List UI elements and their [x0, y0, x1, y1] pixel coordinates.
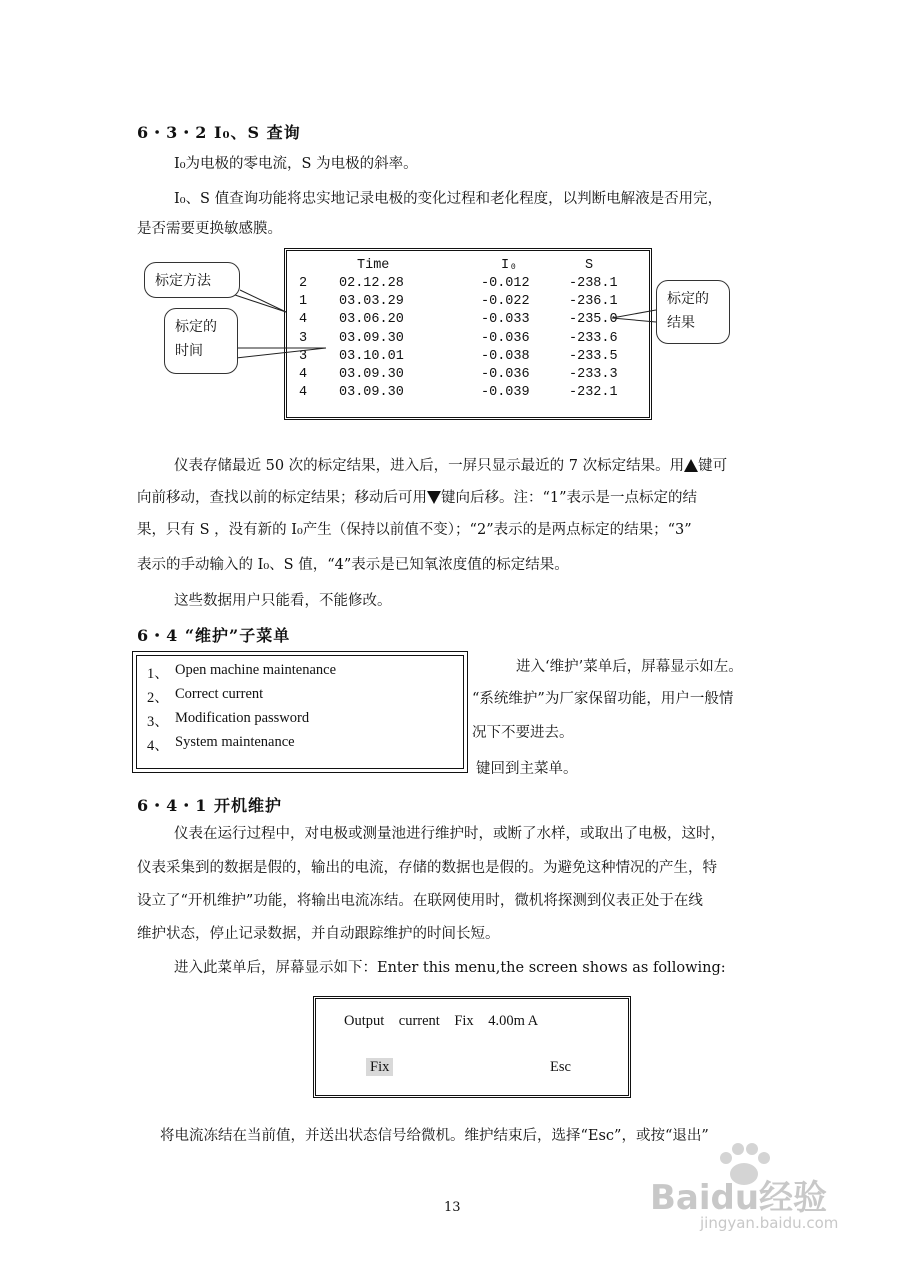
callout-result-l2: 结果 — [667, 315, 695, 331]
callout-time-l2: 时间 — [175, 343, 203, 359]
menu-item-number: 1、 — [147, 666, 169, 682]
section-641-l2: 仪表采集到的数据是假的，输出的电流，存储的数据也是假的。为避免这种情况的产生，特 — [137, 860, 717, 876]
menu-item-label[interactable]: System maintenance — [175, 734, 295, 750]
menu-item-label[interactable]: Correct current — [175, 686, 264, 702]
calib-cell-i0: -0.012 — [481, 276, 530, 291]
menu-item-number: 4、 — [147, 738, 169, 754]
calib-cell-time: 02.12.28 — [339, 276, 404, 291]
calib-cell-method: 3 — [299, 330, 308, 346]
section-632-p2-l2: 是否需要更换敏感膜。 — [137, 221, 282, 237]
storage-line-2 — [137, 490, 697, 506]
callout-result — [656, 280, 730, 344]
section-632-p2-l1: I₀、S 值查询功能将忠实地记录电极的变化过程和老化程度，以判断电解液是否用完， — [174, 191, 723, 207]
calib-cell-method: 4 — [299, 385, 308, 401]
esc-button[interactable]: Esc — [550, 1059, 571, 1075]
calib-cell-i0: -0.038 — [481, 348, 530, 364]
callout-method-text: 标定方法 — [155, 273, 211, 289]
storage-line-3: 果，只有 S ，没有新的 I₀产生（保持以前值不变）；“2”表示的是两点标定的结果；“3” — [137, 522, 692, 538]
watermark-brand: Baidu经验 — [650, 1178, 828, 1218]
menu-item-label[interactable]: Open machine maintenance — [175, 662, 337, 678]
calib-cell-i0: -0.033 — [481, 312, 530, 328]
menu-item-number: 2、 — [147, 690, 169, 706]
calib-cell-time: 03.06.20 — [339, 312, 404, 328]
calib-cell-method: 1 — [299, 294, 308, 310]
calib-cell-s: -236.1 — [569, 294, 618, 310]
calib-cell-i0: -0.036 — [481, 330, 530, 346]
calib-cell-i0: -0.022 — [481, 294, 530, 310]
section-64-side-l3: 况下不要进去。 — [472, 725, 574, 741]
current-value: 4.00m A — [488, 1013, 539, 1029]
section-64-side-l1: 进入‘维护’菜单后，屏幕显示如左。 — [516, 659, 743, 675]
storage-line-4: 表示的手动输入的 I₀、S 值，“4”表示是已知氧浓度值的标定结果。 — [137, 557, 569, 573]
output-label: Output — [344, 1013, 385, 1029]
section-641-heading: 6・4・1 开机维护 — [137, 796, 282, 815]
section-641-l3: 设立了“开机维护”功能，将输出电流冻结。在联网使用时，微机将探测到仪表正处于在线 — [137, 893, 703, 909]
section-64-heading: 6・4 “维护”子菜单 — [137, 626, 291, 645]
watermark-url: jingyan.baidu.com — [700, 1214, 839, 1232]
calib-cell-s: -233.5 — [569, 348, 618, 364]
col-header-s: S — [585, 258, 594, 273]
col-header-i0: I₀ — [501, 258, 518, 273]
calib-cell-i0: -0.036 — [481, 367, 530, 382]
storage-line-2b: 键向后移。注：“1”表示是一点标定的结 — [441, 490, 698, 506]
output-current-line — [344, 1013, 538, 1030]
up-triangle-icon — [684, 459, 698, 472]
result-connector-2 — [612, 318, 656, 322]
maintenance-menu-screen — [136, 655, 464, 769]
storage-line-2a: 向前移动，查找以前的标定结果；移动后可用 — [137, 490, 427, 506]
calib-cell-time: 03.10.01 — [339, 348, 404, 364]
section-64-side-l4: 键回到主菜单。 — [476, 761, 578, 777]
col-header-time: Time — [357, 258, 390, 273]
menu-item-label[interactable]: Modification password — [175, 710, 310, 726]
menu-item-number: 3、 — [147, 714, 169, 730]
method-connector — [240, 290, 286, 312]
calib-cell-i0: -0.039 — [481, 385, 530, 401]
calib-cell-s: -233.3 — [569, 367, 618, 382]
storage-line-5: 这些数据用户只能看，不能修改。 — [174, 593, 392, 609]
callout-time-l1: 标定的 — [175, 319, 217, 335]
calib-cell-s: -238.1 — [569, 276, 618, 291]
closing-line: 将电流冻结在当前值，并送出状态信号给微机。维护结束后，选择“Esc”，或按“退出” — [160, 1128, 709, 1144]
storage-line-1b: 键可 — [698, 458, 728, 474]
section-632-p1: I₀为电极的零电流，S 为电极的斜率。 — [174, 156, 418, 172]
callout-connectors — [0, 0, 905, 430]
page-number: 13 — [444, 1200, 461, 1215]
calib-cell-method: 3 — [299, 348, 308, 364]
calib-cell-method: 4 — [299, 367, 308, 382]
down-triangle-icon — [427, 491, 441, 504]
output-current-screen — [313, 996, 631, 1098]
section-632-heading: 6・3・2 I₀、S 查询 — [137, 123, 301, 142]
calib-cell-time: 03.09.30 — [339, 367, 404, 382]
calib-cell-time: 03.09.30 — [339, 385, 404, 401]
calib-cell-time: 03.09.30 — [339, 330, 404, 346]
callout-method — [144, 262, 240, 298]
section-641-l1: 仪表在运行过程中，对电极或测量池进行维护时，或断了水样，或取出了电极，这时， — [174, 826, 725, 842]
calib-cell-method: 2 — [299, 276, 308, 291]
storage-line-1 — [174, 458, 727, 474]
calib-cell-method: 4 — [299, 312, 308, 328]
fix-button[interactable]: Fix — [366, 1058, 393, 1076]
section-641-l4: 维护状态，停止记录数据，并自动跟踪维护的时间长短。 — [137, 926, 500, 942]
result-connector — [612, 310, 656, 318]
calib-cell-time: 03.03.29 — [339, 294, 404, 310]
storage-line-1a: 仪表存储最近 50 次的标定结果，进入后，一屏只显示最近的 7 次标定结果。用 — [174, 458, 685, 474]
section-641-l5: 进入此菜单后，屏幕显示如下：Enter this menu,the screen shows as following: — [174, 960, 726, 976]
callout-result-l1: 标定的 — [667, 291, 709, 307]
calib-cell-s: -233.6 — [569, 330, 618, 346]
callout-time — [164, 308, 238, 374]
calib-cell-s: -232.1 — [569, 385, 618, 401]
calib-cell-s: -235.0 — [569, 312, 618, 328]
mode-value: Fix — [454, 1013, 474, 1029]
time-connector-2 — [236, 348, 326, 358]
section-64-side-l2: “系统维护”为厂家保留功能，用户一般情 — [472, 691, 734, 707]
current-label: current — [398, 1013, 440, 1029]
